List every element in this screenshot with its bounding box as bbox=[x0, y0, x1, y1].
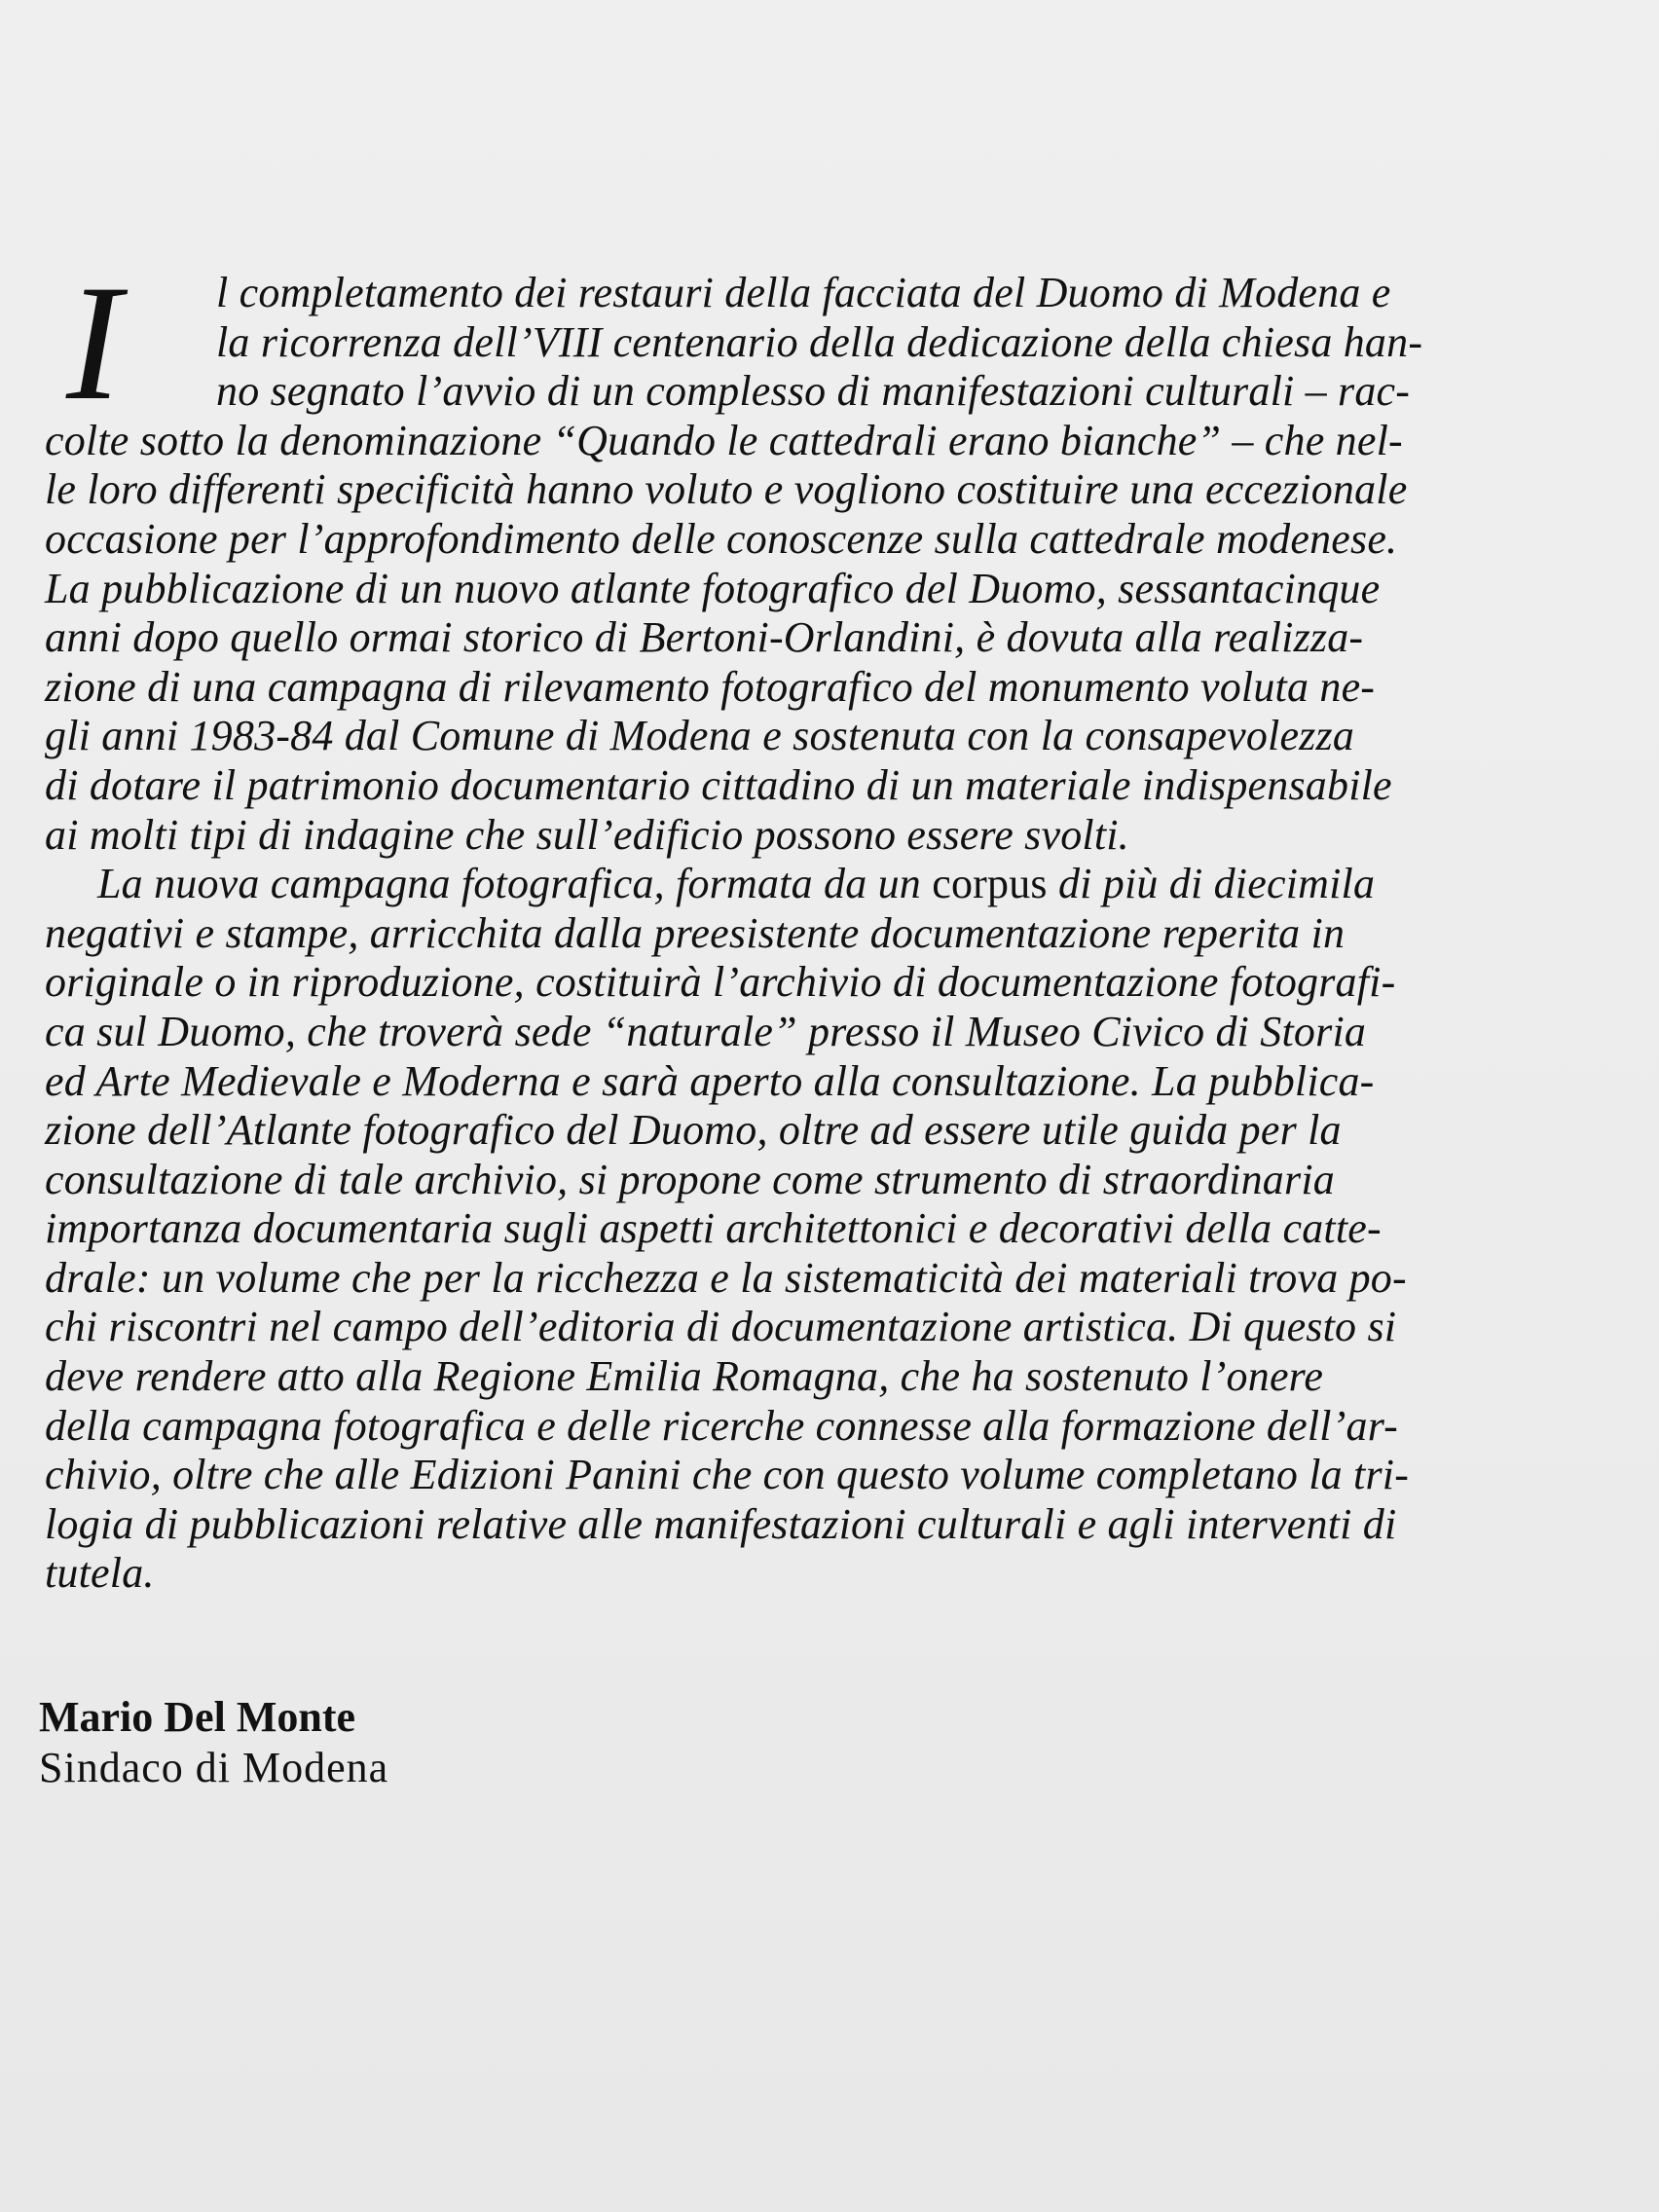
text-line: La pubblicazione di un nuovo atlante fotografico del Duomo, sessantacinque bbox=[45, 564, 1381, 612]
signature-role: Sindaco di Modena bbox=[39, 1744, 389, 1791]
text-line: le loro differenti specificità hanno voluto e vogliono costituire una eccezionale bbox=[45, 465, 1408, 514]
text-line: negativi e stampe, arricchita dalla preesistente documentazione reperita in bbox=[45, 908, 1346, 957]
text-line: zione dell’Atlante fotografico del Duomo, oltre ad essere utile guida per la bbox=[45, 1106, 1342, 1155]
text-segment: La nuova campagna fotografica, formata da un bbox=[97, 860, 922, 908]
text-line: originale o in riproduzione, costituirà l’archivio di documentazione fotografi- bbox=[45, 958, 1396, 1007]
signature-block bbox=[39, 1692, 388, 1793]
text-line: importanza documentaria sugli aspetti architettonici e decorativi della catte- bbox=[45, 1204, 1382, 1253]
text-line: chivio, oltre che alle Edizioni Panini che con questo volume completano la tri- bbox=[45, 1451, 1410, 1499]
text-line: logia di pubblicazioni relative alle manifestazioni culturali e agli interventi di bbox=[45, 1499, 1397, 1548]
text-line: ca sul Duomo, che troverà sede “naturale” presso il Museo Civico di Storia bbox=[45, 1007, 1367, 1055]
text-line: anni dopo quello ormai storico di Bertoni-Orlandini, è dovuta alla realizza- bbox=[45, 613, 1364, 662]
text-line: gli anni 1983-84 dal Comune di Modena e sostenuta con la consapevolezza bbox=[45, 712, 1355, 760]
signature-name: Mario Del Monte bbox=[39, 1693, 355, 1741]
text-line: della campagna fotografica e delle ricerche connesse alla formazione dell’ar- bbox=[45, 1401, 1399, 1450]
text-segment: di più di diecimila bbox=[1057, 860, 1376, 908]
text-line: ai molti tipi di indagine che sull’edificio possono essere svolti. bbox=[45, 810, 1129, 859]
text-line: drale: un volume che per la ricchezza e la sistematicità dei materiali trova po- bbox=[45, 1253, 1407, 1302]
text-line: ed Arte Medievale e Moderna e sarà aperto alla consultazione. La pubblica- bbox=[45, 1056, 1375, 1105]
text-line: zione di una campagna di rilevamento fotografico del monumento voluta ne- bbox=[45, 662, 1376, 711]
text-line: l completamento dei restauri della facciata del Duomo di Modena e bbox=[216, 269, 1391, 316]
text-line: consultazione di tale archivio, si propone come strumento di straordinaria bbox=[45, 1155, 1335, 1203]
text-line: tutela. bbox=[45, 1549, 155, 1598]
text-line: deve rendere atto alla Regione Emilia Romagna, che ha sostenuto l’onere bbox=[45, 1352, 1324, 1401]
text-line: chi riscontri nel campo dell’editoria di documentazione artistica. Di questo si bbox=[45, 1303, 1397, 1351]
corpus-word: corpus bbox=[932, 860, 1048, 908]
text-line: la ricorrenza dell’VIII centenario della dedicazione della chiesa han- bbox=[216, 317, 1423, 366]
drop-cap: I bbox=[66, 251, 122, 434]
paragraph-start-line bbox=[45, 860, 1638, 909]
text-line: colte sotto la denominazione “Quando le cattedrali erano bianche” – che nel- bbox=[45, 416, 1403, 464]
text-line: di dotare il patrimonio documentario cittadino di un materiale indispensabile bbox=[45, 760, 1392, 809]
body-text bbox=[45, 251, 1638, 1599]
text-line: no segnato l’avvio di un complesso di manifestazioni culturali – rac- bbox=[216, 367, 1411, 416]
text-line: occasione per l’approfondimento delle conoscenze sulla cattedrale modenese. bbox=[45, 514, 1398, 563]
